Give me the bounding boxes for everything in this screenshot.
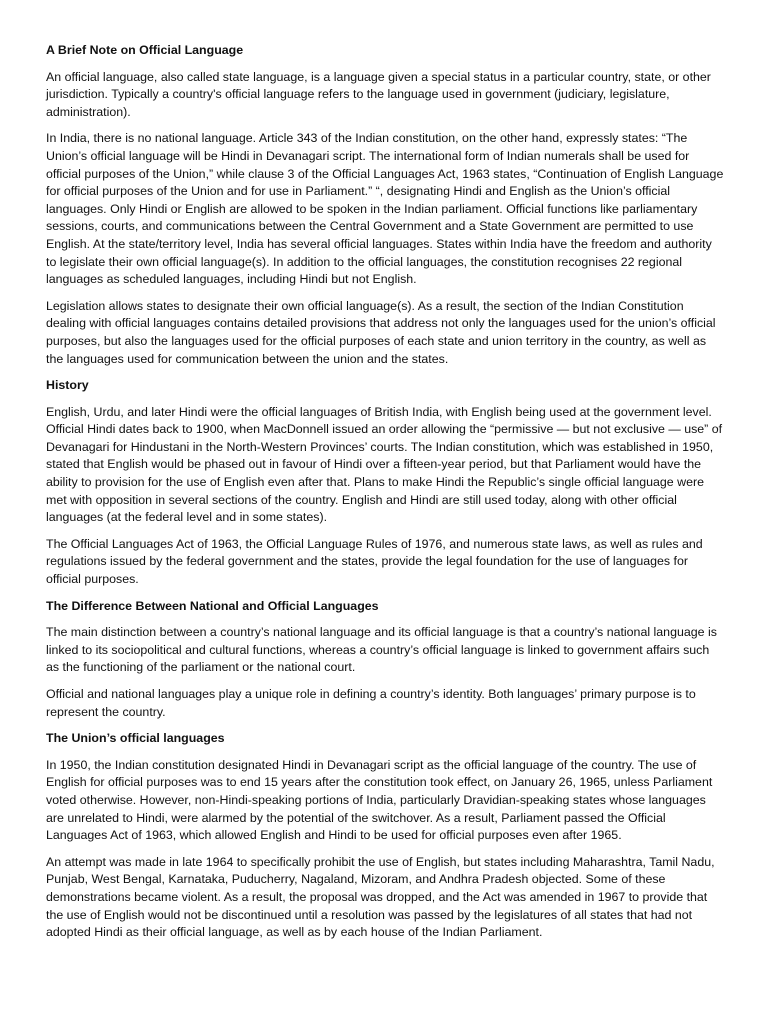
intro-paragraph-1: An official language, also called state language, is a language given a special status in a particular country, state, or other jurisdiction. Typically a country's official language refers to the language used in government (judiciary, legislature, administration). — [46, 69, 711, 119]
union-heading: The Union’s official languages — [46, 731, 225, 746]
difference-paragraph-2: Official and national languages play a unique role in defining a country’s identity. Both languages’ primary purpose is to represent the country. — [46, 687, 696, 719]
difference-paragraph-1: The main distinction between a country’s national language and its official language is that a country’s national language is linked to its sociopolitical and cultural functions, whereas a country’s official language is linked to government affairs such as the functioning of the parliament or the national court. — [46, 625, 717, 675]
document-title: A Brief Note on Official Language — [46, 43, 244, 57]
intro-paragraph-2: In India, there is no national language. Article 343 of the Indian constitution, on the other hand, expressly states: “The Union’s official language will be Hindi in Devanagari script. The international form of Indian numerals shall be used for official purposes of the Union,” while clause 3 of the Official Languages Act, 1963 states, “Continuation of English Language for official purposes of the Union and for use in Parliament.” “, designating Hindi and English as the Union’s official languages. Only Hindi or English are allowed to be spoken in the Indian parliament. Official functions like parliamentary sessions, courts, and communications between the Central Government and a State Government are permitted to use English. At the state/territory level, India has several official languages. States within India have the freedom and authority to legislate their own official language(s). In addition to the official languages, the constitution recognises 22 regional languages as scheduled languages, including Hindi but not English. — [46, 131, 724, 287]
history-paragraph-2: The Official Languages Act of 1963, the Official Language Rules of 1976, and numerous state laws, as well as rules and regulations issued by the federal government and the states, provide the legal foundation for the use of languages for official purposes. — [46, 536, 703, 587]
difference-heading: The Difference Between National and Official Languages — [46, 598, 379, 613]
history-heading: History — [46, 378, 89, 393]
intro-paragraph-3: Legislation allows states to designate their own official language(s). As a result, the section of the Indian Constitution dealing with official languages contains detailed provisions that address not only the languages used for the union’s official purposes, but also the languages used for the official purposes of each state and union territory in the country, as well as the languages used for communication between the union and the states. — [46, 298, 716, 366]
union-paragraph-1: In 1950, the Indian constitution designated Hindi in Devanagari script as the official language of the country. The use of English for official purposes was to end 15 years after the constitution took effect, on January 26, 1965, unless Parliament voted otherwise. However, non-Hindi-speaking portions of India, particularly Dravidian-speaking states whose languages are unrelated to Hindi, were alarmed by the potential of the switchover. As a result, Parliament passed the Official Languages Act of 1963, which allowed English and Hindi to be used for official purposes even after 1965. — [46, 757, 713, 843]
history-paragraph-1: English, Urdu, and later Hindi were the official languages of British India, with English being used at the government level. Official Hindi dates back to 1900, when MacDonnell issued an order allowing the “permissive — but not exclusive — use” of Devanagari for Hindustani in the North-Western Provinces’ courts. The Indian constitution, which was established in 1950, stated that English would be phased out in favour of Hindi over a fifteen-year period, but that Parliament would have the ability to provision for the use of English even after that. Plans to make Hindi the Republic’s single official language were met with opposition in several sections of the country. English and Hindi are still used today, along with other official languages (at the federal level and in some states). — [46, 404, 723, 525]
union-paragraph-2: An attempt was made in late 1964 to specifically prohibit the use of English, but states including Maharashtra, Tamil Nadu, Punjab, West Bengal, Karnataka, Puducherry, Nagaland, Mizoram, and Andhra Pradesh objected. Some of these demonstrations became violent. As a result, the proposal was dropped, and the Act was amended in 1967 to provide that the use of English would not be discontinued until a resolution was passed by the legislatures of all states that had not adopted Hindi as their official language, as well as by each house of the Indian Parliament. — [46, 854, 715, 940]
